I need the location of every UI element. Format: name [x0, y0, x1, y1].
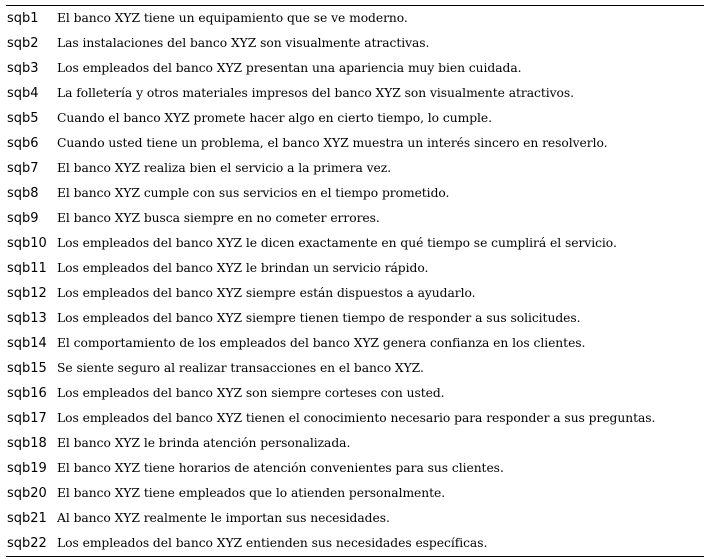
- item-code: sqb9: [7, 211, 39, 226]
- item-text: Los empleados del banco XYZ son siempre corteses con usted.: [57, 386, 445, 400]
- item-code: sqb20: [7, 486, 47, 501]
- item-text: Las instalaciones del banco XYZ son visualmente atractivas.: [57, 36, 430, 50]
- item-text: Cuando usted tiene un problema, el banco XYZ muestra un interés sincero en resolverlo.: [57, 136, 608, 150]
- table-row: [6, 531, 704, 557]
- table-row: [6, 481, 704, 506]
- item-text: El banco XYZ busca siempre en no cometer errores.: [57, 211, 380, 225]
- item-text: El comportamiento de los empleados del banco XYZ genera confianza en los clientes.: [57, 336, 586, 350]
- item-text: Los empleados del banco XYZ le brindan un servicio rápido.: [57, 261, 429, 275]
- item-code: sqb16: [7, 386, 47, 401]
- item-text: Los empleados del banco XYZ siempre tienen tiempo de responder a sus solicitudes.: [57, 311, 581, 325]
- item-code: sqb6: [7, 136, 39, 151]
- item-code: sqb4: [7, 86, 39, 101]
- table-row: [6, 231, 704, 256]
- table-row: [6, 181, 704, 206]
- item-code: sqb19: [7, 461, 47, 476]
- item-code: sqb13: [7, 311, 47, 326]
- table-row: [6, 406, 704, 431]
- item-code: sqb2: [7, 36, 39, 51]
- item-code: sqb21: [7, 511, 47, 526]
- item-code: sqb1: [7, 11, 39, 26]
- item-text: El banco XYZ realiza bien el servicio a la primera vez.: [57, 161, 392, 175]
- table-row: [6, 456, 704, 481]
- table-row: [6, 306, 704, 331]
- item-text: La folletería y otros materiales impresos del banco XYZ son visualmente atractivos.: [57, 86, 575, 100]
- table-row: [6, 81, 704, 106]
- item-text: Se siente seguro al realizar transacciones en el banco XYZ.: [57, 361, 424, 375]
- table-row: [6, 56, 704, 81]
- item-text: El banco XYZ tiene un equipamiento que se ve moderno.: [57, 11, 408, 25]
- item-code: sqb12: [7, 286, 47, 301]
- item-code: sqb15: [7, 361, 47, 376]
- table-row: [6, 31, 704, 56]
- table-row: [6, 281, 704, 306]
- table-row: [6, 506, 704, 531]
- item-text: El banco XYZ tiene horarios de atención convenientes para sus clientes.: [57, 461, 504, 475]
- item-code: sqb3: [7, 61, 39, 76]
- item-code: sqb8: [7, 186, 39, 201]
- item-code: sqb5: [7, 111, 39, 126]
- item-code: sqb7: [7, 161, 39, 176]
- table-row: [6, 431, 704, 456]
- table-row: [6, 6, 704, 32]
- item-code: sqb17: [7, 411, 47, 426]
- item-text: Los empleados del banco XYZ siempre están dispuestos a ayudarlo.: [57, 286, 476, 300]
- table-row: [6, 156, 704, 181]
- item-code: sqb14: [7, 336, 47, 351]
- item-text: Los empleados del banco XYZ le dicen exactamente en qué tiempo se cumplirá el servicio.: [57, 236, 617, 250]
- item-code: sqb10: [7, 236, 47, 251]
- servqual-items-table: [6, 5, 704, 557]
- table-row: [6, 356, 704, 381]
- item-text: Los empleados del banco XYZ entienden sus necesidades específicas.: [57, 536, 488, 550]
- item-text: El banco XYZ cumple con sus servicios en el tiempo prometido.: [57, 186, 450, 200]
- item-text: Los empleados del banco XYZ presentan una apariencia muy bien cuidada.: [57, 61, 522, 75]
- item-text: El banco XYZ le brinda atención personalizada.: [57, 436, 351, 450]
- table-row: [6, 381, 704, 406]
- table-row: [6, 206, 704, 231]
- item-text: El banco XYZ tiene empleados que lo atienden personalmente.: [57, 486, 446, 500]
- table-row: [6, 106, 704, 131]
- item-code: sqb18: [7, 436, 47, 451]
- item-code: sqb11: [7, 261, 47, 276]
- table-row: [6, 256, 704, 281]
- table-row: [6, 331, 704, 356]
- table-row: [6, 131, 704, 156]
- item-code: sqb22: [7, 536, 47, 551]
- item-text: Los empleados del banco XYZ tienen el conocimiento necesario para responder a sus preguntas.: [57, 411, 656, 425]
- item-text: Al banco XYZ realmente le importan sus necesidades.: [57, 511, 390, 525]
- item-text: Cuando el banco XYZ promete hacer algo en cierto tiempo, lo cumple.: [57, 111, 492, 125]
